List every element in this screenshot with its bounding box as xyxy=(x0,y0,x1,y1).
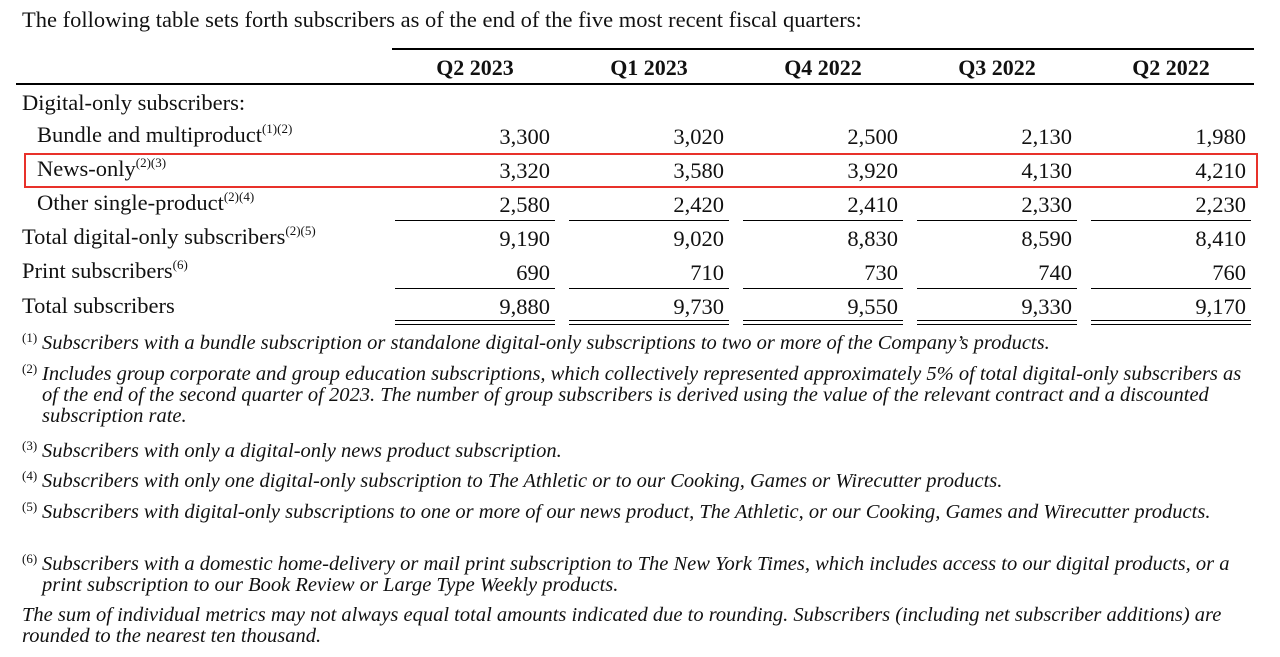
header-bottom-rule xyxy=(16,83,1254,85)
total-rule xyxy=(743,288,903,289)
table-cell: 9,190 xyxy=(499,226,550,251)
double-rule xyxy=(569,324,729,325)
double-rule xyxy=(569,320,729,321)
double-rule xyxy=(917,320,1077,321)
footnote-marker: (1) xyxy=(22,330,38,345)
footnote-marker: (5) xyxy=(22,499,38,514)
double-rule xyxy=(1091,324,1251,325)
table-cell: 3,300 xyxy=(499,124,550,149)
header-top-rule xyxy=(392,48,1254,50)
footnote-2 xyxy=(22,361,1262,427)
table-cell: 8,410 xyxy=(1195,226,1246,251)
table-cell: 1,980 xyxy=(1195,124,1246,149)
footnote-3 xyxy=(22,438,1262,462)
closing-note: The sum of individual metrics may not always equal total amounts indicated due to rounding. Subscribers (including net subscriber additions) are rounded to the nearest ten thousand. xyxy=(22,604,1222,647)
column-header-5: Q2 2022 xyxy=(1132,55,1210,80)
table-cell: 3,020 xyxy=(673,124,724,149)
table-cell: 730 xyxy=(864,260,898,285)
column-header-4: Q3 2022 xyxy=(958,55,1036,80)
double-rule xyxy=(917,324,1077,325)
row-label-bundle: Bundle and multiproduct$^{(1)(2)}$ xyxy=(37,121,293,147)
column-header-1: Q2 2023 xyxy=(436,55,514,80)
footnote-text: Subscribers with only one digital-only subscription to The Athletic or to our Cooking, Games or Wirecutter products. xyxy=(42,470,1003,492)
table-cell: 2,500 xyxy=(847,124,898,149)
total-rule xyxy=(1091,288,1251,289)
double-rule xyxy=(395,320,555,321)
footnote-5 xyxy=(22,499,1262,523)
table-cell: 690 xyxy=(516,260,550,285)
table-cell: 9,550 xyxy=(847,294,898,319)
table-cell: 2,330 xyxy=(1021,192,1072,217)
footnote-text: Subscribers with a domestic home-delivery or mail print subscription to The New York Times, which includes access to our digital products, or a print subscription to our Book Review or Large Type Weekly products. xyxy=(42,553,1230,596)
total-rule xyxy=(917,288,1077,289)
footnote-6 xyxy=(22,551,1262,596)
table-cell: 9,170 xyxy=(1195,294,1246,319)
subtotal-rule xyxy=(917,220,1077,221)
row-label-news-only: News-only$^{(2)(3)}$ xyxy=(37,155,167,181)
table-cell: 2,130 xyxy=(1021,124,1072,149)
column-header-3: Q4 2022 xyxy=(784,55,862,80)
footnote-text: Subscribers with only a digital-only news product subscription. xyxy=(42,440,562,462)
table-cell: 2,420 xyxy=(673,192,724,217)
table-cell: 710 xyxy=(690,260,724,285)
table-cell: 2,410 xyxy=(847,192,898,217)
row-label-total: Total subscribers xyxy=(22,293,175,318)
row-label-other-single: Other single-product$^{(2)(4)}$ xyxy=(37,189,255,215)
table-cell: 3,920 xyxy=(847,158,898,183)
footnote-4 xyxy=(22,468,1262,492)
table-cell: 4,210 xyxy=(1195,158,1246,183)
footnote-ref: (6) xyxy=(172,257,188,272)
table-cell: 9,020 xyxy=(673,226,724,251)
footnote-marker: (3) xyxy=(22,438,38,453)
double-rule xyxy=(395,324,555,325)
double-rule xyxy=(1091,320,1251,321)
footnote-ref: (2)(4) xyxy=(223,189,255,204)
table-cell: 740 xyxy=(1038,260,1072,285)
row-label-print: Print subscribers$^{(6)}$ xyxy=(22,257,188,283)
table-cell: 4,130 xyxy=(1021,158,1072,183)
table-cell: 8,830 xyxy=(847,226,898,251)
table-cell: 3,580 xyxy=(673,158,724,183)
table-cell: 9,880 xyxy=(499,294,550,319)
double-rule xyxy=(743,324,903,325)
total-rule xyxy=(395,288,555,289)
footnote-ref: (1)(2) xyxy=(261,121,293,136)
table-cell: 3,320 xyxy=(499,158,550,183)
subtotal-rule xyxy=(1091,220,1251,221)
column-header-2: Q1 2023 xyxy=(610,55,688,80)
subtotal-rule xyxy=(743,220,903,221)
footnote-1 xyxy=(22,330,1262,354)
footnote-marker: (4) xyxy=(22,468,38,483)
footnote-text: Subscribers with digital-only subscriptions to one or more of our news product, The Athletic, or our Cooking, Games and Wirecutter products. xyxy=(42,501,1211,523)
subtotal-rule xyxy=(569,220,729,221)
section-label: Digital-only subscribers: xyxy=(22,90,246,115)
table-cell: 760 xyxy=(1212,260,1246,285)
table-cell: 9,730 xyxy=(673,294,724,319)
table-cell: 2,230 xyxy=(1195,192,1246,217)
subtotal-rule xyxy=(395,220,555,221)
footnote-marker: (2) xyxy=(22,361,38,376)
table-cell: 9,330 xyxy=(1021,294,1072,319)
highlight-box xyxy=(24,153,1258,188)
double-rule xyxy=(743,320,903,321)
footnote-ref: (2)(5) xyxy=(285,223,316,238)
intro-text: The following table sets forth subscribers as of the end of the five most recent fiscal quarters: xyxy=(22,7,862,32)
table-cell: 8,590 xyxy=(1021,226,1072,251)
row-label-total-digital: Total digital-only subscribers$^{(2)(5)}$ xyxy=(22,223,316,249)
footnote-marker: (6) xyxy=(22,551,38,566)
table-cell: 2,580 xyxy=(499,192,550,217)
footnote-ref: (2)(3) xyxy=(135,155,167,170)
total-rule xyxy=(569,288,729,289)
footnote-text: Includes group corporate and group education subscriptions, which collectively represented approximately 5% of total digital-only subscribers as of the end of the second quarter of 2023. The number of group subscribers is derived using the value of the relevant contract and a discounted subscription rate. xyxy=(42,363,1242,427)
footnote-text: Subscribers with a bundle subscription or standalone digital-only subscriptions to two or more of the Company’s products. xyxy=(42,332,1050,354)
